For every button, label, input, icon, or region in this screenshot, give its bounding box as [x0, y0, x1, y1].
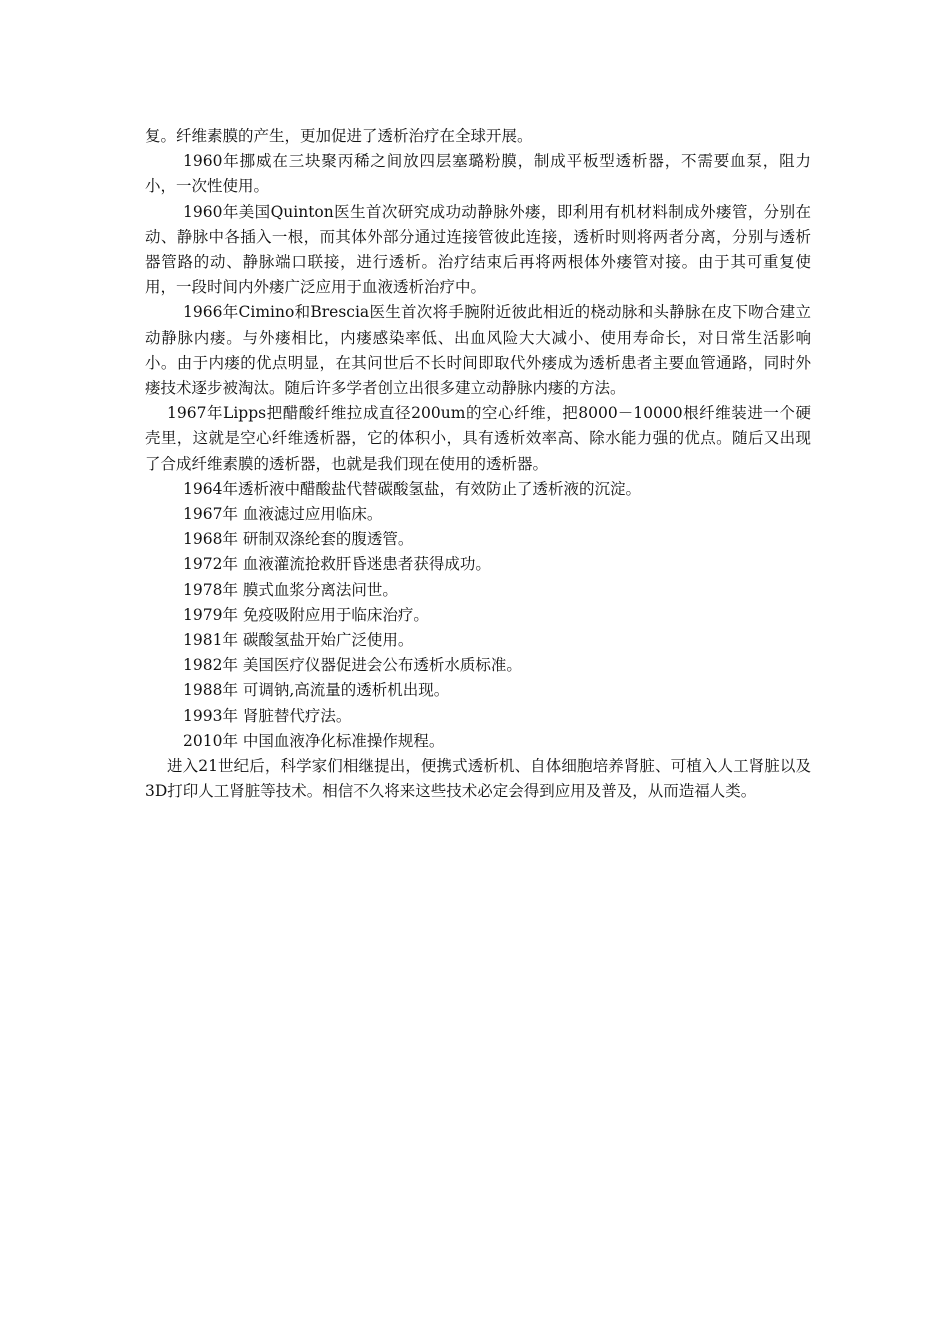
- paragraph-1967-lipps: 1967年Lipps把醋酸纤维拉成直径200um的空心纤维，把8000－10000根纤维装进一个硬壳里，这就是空心纤维透析器，它的体积小，具有透析效率高、除水能力强的优点。随后又出现了合成纤维素膜的透析器，也就是我们现在使用的透析器。: [145, 404, 811, 473]
- paragraph-1966-cimino: 1966年Cimino和Brescia医生首次将手腕附近彼此相近的桡动脉和头静脉在皮下吻合建立动静脉内瘘。与外瘘相比，内瘘感染率低、出血风险大大减小、使用寿命长，对日常生活影响小。由于内瘘的优点明显，在其问世后不长时间即取代外瘘成为透析患者主要血管通路，同时外瘘技术逐步被淘汰。随后许多学者创立出很多建立动静脉内瘘的方法。: [145, 303, 811, 398]
- timeline-item-1988: 1988年 可调钠,高流量的透析机出现。: [183, 681, 450, 700]
- paragraph-continuation: 复。纤维素膜的产生，更加促进了透析治疗在全球开展。: [145, 127, 533, 145]
- timeline-item-1967: 1967年 血液滤过应用临床。: [183, 505, 383, 524]
- timeline-item-1981: 1981年 碳酸氢盐开始广泛使用。: [183, 631, 414, 650]
- timeline-item-1978: 1978年 膜式血浆分离法问世。: [183, 580, 398, 599]
- timeline-item-2010: 2010年 中国血液净化标准操作规程。: [183, 731, 445, 750]
- timeline-item-1964: 1964年透析液中醋酸盐代替碳酸氢盐，有效防止了透析液的沉淀。: [183, 479, 641, 498]
- timeline-item-1968: 1968年 研制双涤纶套的腹透管。: [183, 530, 414, 549]
- document-body: [145, 124, 811, 804]
- paragraph-21st-century: 进入21世纪后，科学家们相继提出，便携式透析机、自体细胞培养肾脏、可植入人工肾脏以及3D打印人工肾脏等技术。相信不久将来这些技术必定会得到应用及普及，从而造福人类。: [145, 757, 811, 801]
- timeline-item-1982: 1982年 美国医疗仪器促进会公布透析水质标准。: [183, 656, 522, 675]
- timeline-item-1993: 1993年 肾脏替代疗法。: [183, 706, 352, 725]
- paragraph-1960-quinton: 1960年美国Quinton医生首次研究成功动静脉外瘘，即利用有机材料制成外瘘管，分别在动、静脉中各插入一根，而其体外部分通过连接管彼此连接，透析时则将两者分离，分别与透析器管路的动、静脉端口联接，进行透析。治疗结束后再将两根体外瘘管对接。由于其可重复使用，一段时间内外瘘广泛应用于血液透析治疗中。: [145, 202, 811, 297]
- timeline-item-1972: 1972年 血液灌流抢救肝昏迷患者获得成功。: [183, 555, 491, 574]
- timeline-item-1979: 1979年 免疫吸附应用于临床治疗。: [183, 605, 429, 624]
- paragraph-1960-norway: 1960年挪威在三块聚丙稀之间放四层塞璐粉膜，制成平板型透析器，不需要血泵，阻力小，一次性使用。: [145, 152, 811, 196]
